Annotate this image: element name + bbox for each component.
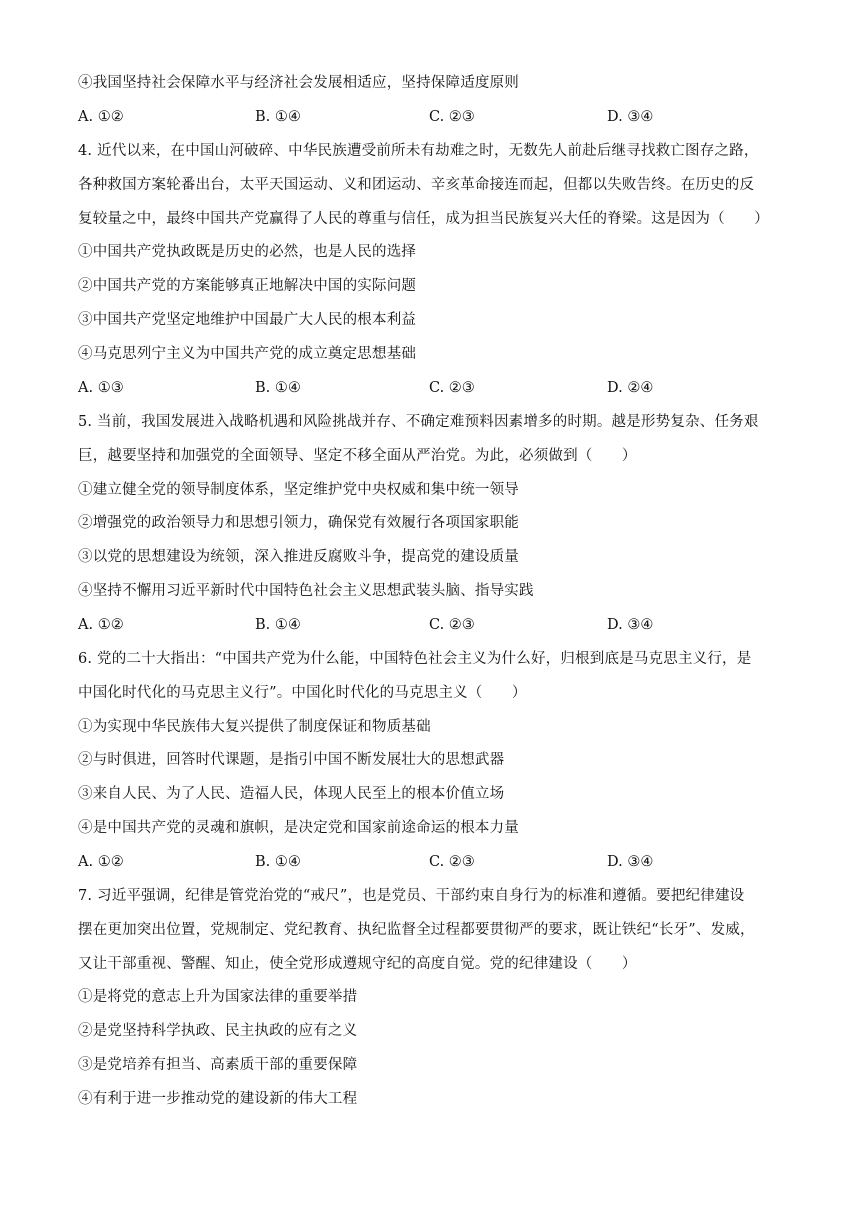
answer-options [78,615,788,635]
option-d: D. ③④ [607,617,654,633]
option-c: C. ②③ [429,617,475,633]
option-a: A. ①③ [78,380,124,396]
option-a: A. ①② [78,854,124,870]
answer-options [78,852,788,872]
statement-4: ④马克思列宁主义为中国共产党的成立奠定思想基础 [78,346,417,362]
question-7-text: 又让干部重视、警醒、知止，使全党形成遵规守纪的高度自觉。党的纪律建设（ ） [78,956,637,972]
question-7-text: 摆在更加突出位置，党规制定、党纪教育、执纪监督全过程都要贯彻严的要求，既让铁纪“长牙”、发威， [78,922,755,938]
question-4-text: 各种救国方案轮番出台，太平天国运动、义和团运动、辛亥革命接连而起，但都以失败告终。在历史的反 [78,177,755,193]
option-d: D. ③④ [607,109,654,125]
option-a: A. ①② [78,109,124,125]
option-b: B. ①④ [255,617,301,633]
statement-1: ①建立健全党的领导制度体系，坚定维护党中央权威和集中统一领导 [78,482,519,498]
statement-3: ③来自人民、为了人民、造福人民，体现人民至上的根本价值立场 [78,786,505,802]
statement-1: ①为实现中华民族伟大复兴提供了制度保证和物质基础 [78,719,431,735]
option-b: B. ①④ [255,854,301,870]
statement-4: ④坚持不懈用习近平新时代中国特色社会主义思想武装头脑、指导实践 [78,583,534,599]
question-4-text: 复较量之中，最终中国共产党赢得了人民的尊重与信任，成为担当民族复兴大任的脊梁。这是因为（ ） [78,211,769,227]
text-line: ④我国坚持社会保障水平与经济社会发展相适应，坚持保障适度原则 [78,75,519,91]
option-c: C. ②③ [429,109,475,125]
statement-2: ②中国共产党的方案能够真正地解决中国的实际问题 [78,278,417,294]
statement-1: ①中国共产党执政既是历史的必然，也是人民的选择 [78,244,417,260]
statement-3: ③以党的思想建设为统领，深入推进反腐败斗争，提高党的建设质量 [78,549,519,565]
statement-3: ③中国共产党坚定地维护中国最广大人民的根本利益 [78,312,417,328]
statement-4: ④是中国共产党的灵魂和旗帜，是决定党和国家前途命运的根本力量 [78,820,519,836]
option-c: C. ②③ [429,380,475,396]
statement-1: ①是将党的意志上升为国家法律的重要举措 [78,989,358,1005]
question-4-text: 4. 近代以来，在中国山河破碎、中华民族遭受前所未有劫难之时，无数先人前赴后继寻找救亡图存之路， [78,143,759,159]
statement-2: ②增强党的政治领导力和思想引领力，确保党有效履行各项国家职能 [78,515,519,531]
answer-options [78,378,788,398]
statement-2: ②与时俱进，回答时代课题，是指引中国不断发展壮大的思想武器 [78,752,505,768]
question-6-text: 中国化时代化的马克思主义行”。中国化时代化的马克思主义（ ） [78,685,527,701]
statement-2: ②是党坚持科学执政、民主执政的应有之义 [78,1023,358,1039]
option-a: A. ①② [78,617,124,633]
question-7-text: 7. 习近平强调，纪律是管党治党的“戒尺”，也是党员、干部约束自身行为的标准和遵循。要把纪律建设 [78,888,745,904]
option-c: C. ②③ [429,854,475,870]
question-6-text: 6. 党的二十大指出：“中国共产党为什么能，中国特色社会主义为什么好，归根到底是马克思主义行，是 [78,651,752,667]
question-5-text: 5. 当前，我国发展进入战略机遇和风险挑战并存、不确定难预料因素增多的时期。越是形势复杂、任务艰 [78,414,759,430]
statement-4: ④有利于进一步推动党的建设新的伟大工程 [78,1091,358,1107]
answer-options [78,107,788,127]
option-b: B. ①④ [255,109,301,125]
option-b: B. ①④ [255,380,301,396]
statement-3: ③是党培养有担当、高素质干部的重要保障 [78,1057,358,1073]
option-d: D. ②④ [607,380,654,396]
question-5-text: 巨，越要坚持和加强党的全面领导、坚定不移全面从严治党。为此，必须做到（ ） [78,448,637,464]
option-d: D. ③④ [607,854,654,870]
